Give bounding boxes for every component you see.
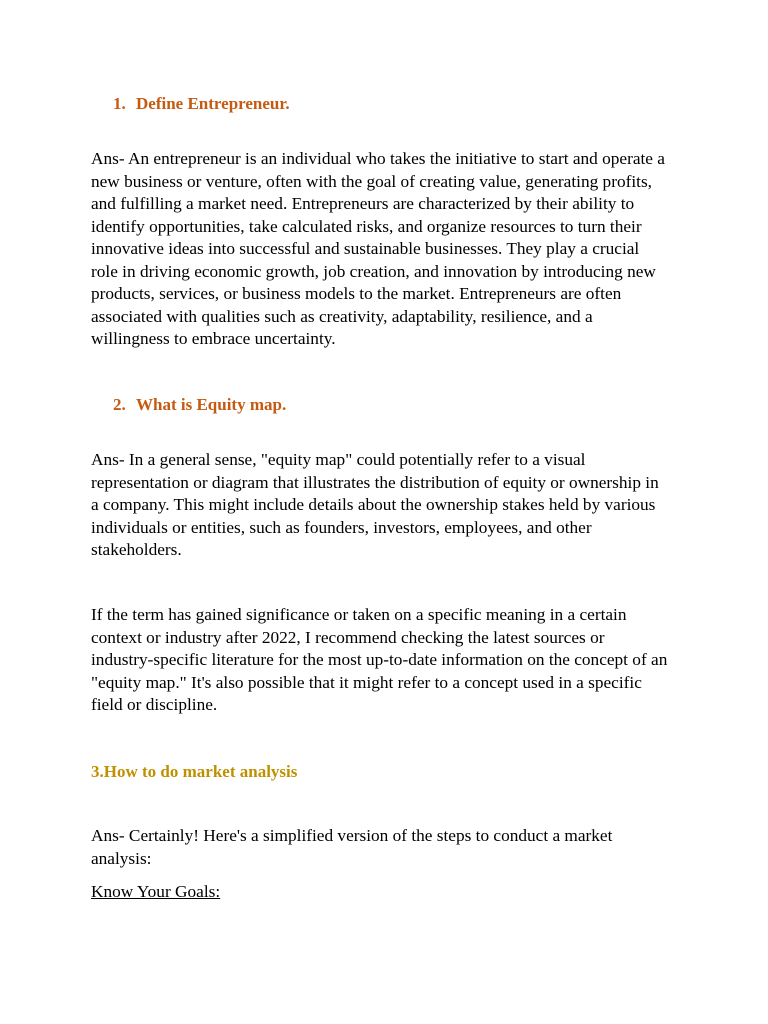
question-2-title: What is Equity map. <box>136 395 287 414</box>
answer-2-followup-line: If the term has gained significance or taken on a specific meaning in a certain <box>91 605 627 624</box>
question-2-number: 2. <box>113 395 126 414</box>
know-your-goals-subheading: Know Your Goals: <box>91 882 221 901</box>
answer-1-paragraph <box>91 148 691 351</box>
answer-2-followup-line: industry-specific literature for the most up-to-date information on the concept of an <box>91 650 668 669</box>
answer-1-line: associated with qualities such as creativity, adaptability, resilience, and a <box>91 306 593 326</box>
answer-1-line: role in driving economic growth, job creation, and innovation by introducing new <box>91 261 656 281</box>
answer-2-followup-paragraph <box>91 604 691 717</box>
answer-2-paragraph <box>91 449 691 562</box>
answer-3-paragraph <box>91 825 691 870</box>
answer-1-line: and fulfilling a market need. Entrepreneurs are characterized by their ability to <box>91 194 635 213</box>
answer-2-followup-line: field or discipline. <box>91 695 218 714</box>
answer-3-line: Ans- Certainly! Here's a simplified version of the steps to conduct a market <box>91 826 613 845</box>
question-1-title: Define Entrepreneur. <box>136 94 290 113</box>
answer-1-line: Ans- An entrepreneur is an individual who takes the initiative to start and operate a <box>91 149 665 168</box>
question-1-heading <box>113 93 290 115</box>
answer-3-line: analysis: <box>91 848 152 868</box>
answer-2-followup-line: "equity map." It's also possible that it might refer to a concept used in a specific <box>91 672 642 692</box>
answer-1-line: products, services, or business models to the market. Entrepreneurs are often <box>91 284 622 303</box>
answer-1-line: identify opportunities, take calculated risks, and organize resources to turn their <box>91 216 642 236</box>
answer-2-line: individuals or entities, such as founders, investors, employees, and other <box>91 517 592 537</box>
question-1-number: 1. <box>113 94 126 113</box>
answer-1-line: innovative ideas into successful and sustainable businesses. They play a crucial <box>91 239 640 258</box>
answer-2-line: a company. This might include details about the ownership stakes held by various <box>91 495 656 514</box>
answer-2-line: Ans- In a general sense, "equity map" could potentially refer to a visual <box>91 450 586 469</box>
question-3-heading: 3.How to do market analysis <box>91 762 298 781</box>
answer-2-followup-line: context or industry after 2022, I recommend checking the latest sources or <box>91 627 605 647</box>
answer-1-line: willingness to embrace uncertainty. <box>91 329 336 348</box>
question-2-heading <box>113 394 286 416</box>
answer-2-line: stakeholders. <box>91 540 182 559</box>
answer-1-line: new business or venture, often with the goal of creating value, generating profits, <box>91 171 652 191</box>
answer-2-line: representation or diagram that illustrates the distribution of equity or ownership in <box>91 472 659 492</box>
